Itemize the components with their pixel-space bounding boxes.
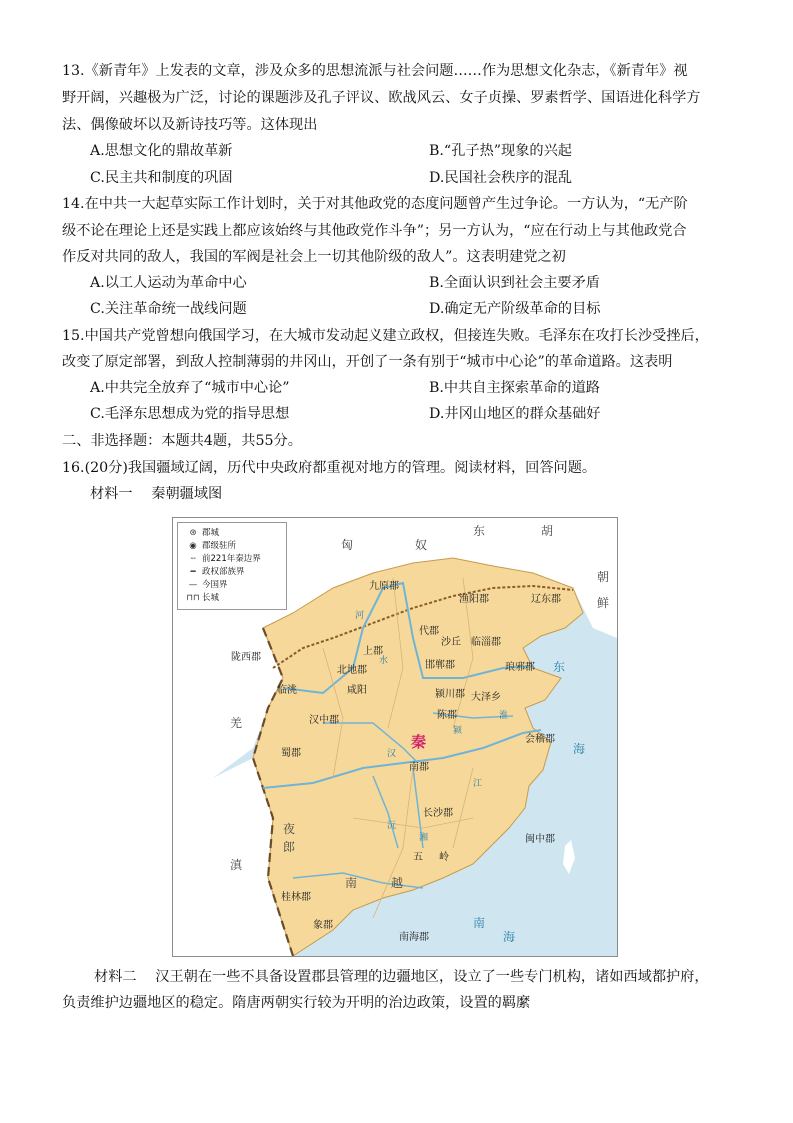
region-label: 五 xyxy=(413,852,423,863)
commandery-label: 渔阳郡 xyxy=(459,594,489,605)
commandery-label: 南海郡 xyxy=(399,932,429,943)
people-label: 朝 xyxy=(597,570,610,584)
legend-label: 郡级驻所 xyxy=(202,541,237,551)
dashed-line-icon: ╌ xyxy=(190,554,196,564)
people-label: 郎 xyxy=(283,840,296,854)
legend-label: 政权部族界 xyxy=(202,567,245,577)
q13-stem-line2: 野开阔，兴趣极为广泛，讨论的课题涉及孔子评议、欧战风云、女子贞操、罗素哲学、国语进化科学方 xyxy=(62,90,701,106)
commandery-label: 闽中郡 xyxy=(525,834,555,845)
legend-item-qin-border xyxy=(184,552,261,564)
commandery-label: 象郡 xyxy=(313,920,333,931)
q13-stem-line1: 13.《新青年》上发表的文章，涉及众多的思想流派与社会问题……作为思想文化杂志，《新青年》视 xyxy=(62,63,688,79)
legend-label: 长城 xyxy=(202,593,220,603)
legend-item-great-wall xyxy=(184,591,219,603)
legend-item-modern-border xyxy=(184,578,228,590)
q14-stem-line1: 14.在中共一大起草实际工作计划时，关于对其他政党的态度问题曾产生过争论。一方认为，“无产阶 xyxy=(62,196,688,212)
people-label: 越 xyxy=(391,876,404,890)
people-label: 南 xyxy=(345,876,358,890)
sea-label: 海 xyxy=(503,930,516,944)
legend-item-commandery-city xyxy=(184,526,219,538)
commandery-label: 邯郸郡 xyxy=(425,660,455,671)
q16-stem: 16.(20分)我国疆域辽阔，历代中央政府都重视对地方的管理。阅读材料，回答问题。 xyxy=(62,460,597,476)
map-legend xyxy=(177,522,287,610)
legend-item-tribal-border xyxy=(184,565,245,577)
commandery-label: 琅邪郡 xyxy=(505,662,535,673)
commandery-label: 代郡 xyxy=(419,626,439,637)
river-label: 江 xyxy=(473,779,483,789)
commandery-label: 蜀郡 xyxy=(281,748,301,759)
river-label: 淮 xyxy=(499,711,509,721)
river-label: 沅 xyxy=(387,821,397,831)
sea-label: 海 xyxy=(573,742,586,756)
qin-capital-label: 秦 xyxy=(411,733,427,751)
commandery-label: 陈郡 xyxy=(437,710,457,721)
section-heading: 二、非选择题：本题共4题，共55分。 xyxy=(62,433,302,449)
people-label: 匈 xyxy=(341,538,354,552)
q15-stem-line2: 改变了原定部署，到敌人控制薄弱的井冈山，开创了一条有别于“城市中心论”的革命道路。这表明 xyxy=(62,354,673,370)
commandery-label: 咸阳 xyxy=(347,685,367,696)
material2-line1: 材料二 汉王朝在一些不具备设置郡县管理的边疆地区，设立了一些专门机构，诸如西域都护府， xyxy=(94,969,709,985)
sea-label: 南 xyxy=(473,916,486,930)
great-wall-icon: ⊓⊓ xyxy=(186,593,200,603)
river-label: 颍 xyxy=(453,726,463,736)
q15-option-b: B.中共自主探索革命的道路 xyxy=(429,380,600,396)
q15-stem-line1: 15.中国共产党曾想向俄国学习，在大城市发动起义建立政权，但接连失败。毛泽东在攻打长沙受挫后， xyxy=(62,328,709,344)
legend-label: 今国界 xyxy=(202,580,228,590)
q13-option-c: C.民主共和制度的巩固 xyxy=(90,170,233,186)
qin-territory-map xyxy=(172,517,618,957)
commandery-label: 陇西郡 xyxy=(231,652,261,663)
legend-label: 前221年秦边界 xyxy=(202,554,261,564)
people-label: 胡 xyxy=(541,524,554,538)
legend-item-commandery-seat xyxy=(184,539,236,551)
sea-label: 东 xyxy=(553,660,566,674)
bold-dashed-line-icon: ━ xyxy=(190,567,196,577)
people-label: 鲜 xyxy=(597,596,610,610)
commandery-label: 颍川郡 xyxy=(435,689,465,700)
q15-option-a: A.中共完全放弃了“城市中心论” xyxy=(90,380,290,396)
commandery-label: 临淄郡 xyxy=(471,637,501,648)
commandery-label: 临洮 xyxy=(277,685,297,696)
q15-option-c: C.毛泽东思想成为党的指导思想 xyxy=(90,406,290,422)
q13-option-b: B.“孔子热”现象的兴起 xyxy=(429,143,572,159)
river-label: 湘 xyxy=(419,833,429,843)
taiwan-land xyxy=(563,840,575,874)
q14-option-a: A.以工人运动为革命中心 xyxy=(90,275,247,291)
q14-stem-line2: 级不论在理论上还是实践上都应该始终与其他政党作斗争”；另一方认为，“应在行动上与其他政党合 xyxy=(62,223,687,239)
commandery-label: 长沙郡 xyxy=(423,808,453,819)
commandery-city-icon: ⊛ xyxy=(189,528,197,538)
q13-stem-line3: 法、偶像破坏以及新诗技巧等。这体现出 xyxy=(62,117,318,133)
region-label: 岭 xyxy=(439,852,449,863)
people-label: 夜 xyxy=(283,822,296,836)
commandery-label: 上郡 xyxy=(363,646,383,657)
people-label: 羌 xyxy=(230,716,243,730)
people-label: 滇 xyxy=(230,858,243,872)
solid-line-icon: — xyxy=(188,580,198,590)
commandery-label: 九原郡 xyxy=(369,581,399,592)
commandery-seat-icon: ◉ xyxy=(189,541,197,551)
river-label: 汉 xyxy=(387,749,397,759)
commandery-label: 会稽郡 xyxy=(525,734,555,745)
q13-option-a: A.思想文化的鼎故革新 xyxy=(90,143,233,159)
river-label: 水 xyxy=(379,656,389,666)
q13-option-d: D.民国社会秩序的混乱 xyxy=(429,170,573,186)
q15-option-d: D.井冈山地区的群众基础好 xyxy=(429,406,601,422)
commandery-label: 大泽乡 xyxy=(471,692,501,703)
commandery-label: 辽东郡 xyxy=(531,594,561,605)
commandery-label: 北地郡 xyxy=(337,665,367,676)
legend-label: 郡城 xyxy=(202,528,220,538)
river-label: 河 xyxy=(355,611,365,621)
commandery-label: 桂林郡 xyxy=(281,892,311,903)
people-label: 奴 xyxy=(415,538,428,552)
commandery-label: 南郡 xyxy=(409,762,429,773)
q14-option-c: C.关注革命统一战线问题 xyxy=(90,301,247,317)
commandery-label: 汉中郡 xyxy=(309,715,339,726)
q14-option-b: B.全面认识到社会主要矛盾 xyxy=(429,275,600,291)
q14-stem-line3: 作反对共同的敌人，我国的军阀是社会上一切其他阶级的敌人”。这表明建党之初 xyxy=(62,249,566,265)
material2-line2: 负责维护边疆地区的稳定。隋唐两朝实行较为开明的治边政策，设置的羁縻 xyxy=(62,995,531,1011)
q14-option-d: D.确定无产阶级革命的目标 xyxy=(429,301,601,317)
commandery-label: 沙丘 xyxy=(441,637,461,648)
material1-label: 材料一 秦朝疆域图 xyxy=(90,486,223,502)
people-label: 东 xyxy=(473,524,486,538)
